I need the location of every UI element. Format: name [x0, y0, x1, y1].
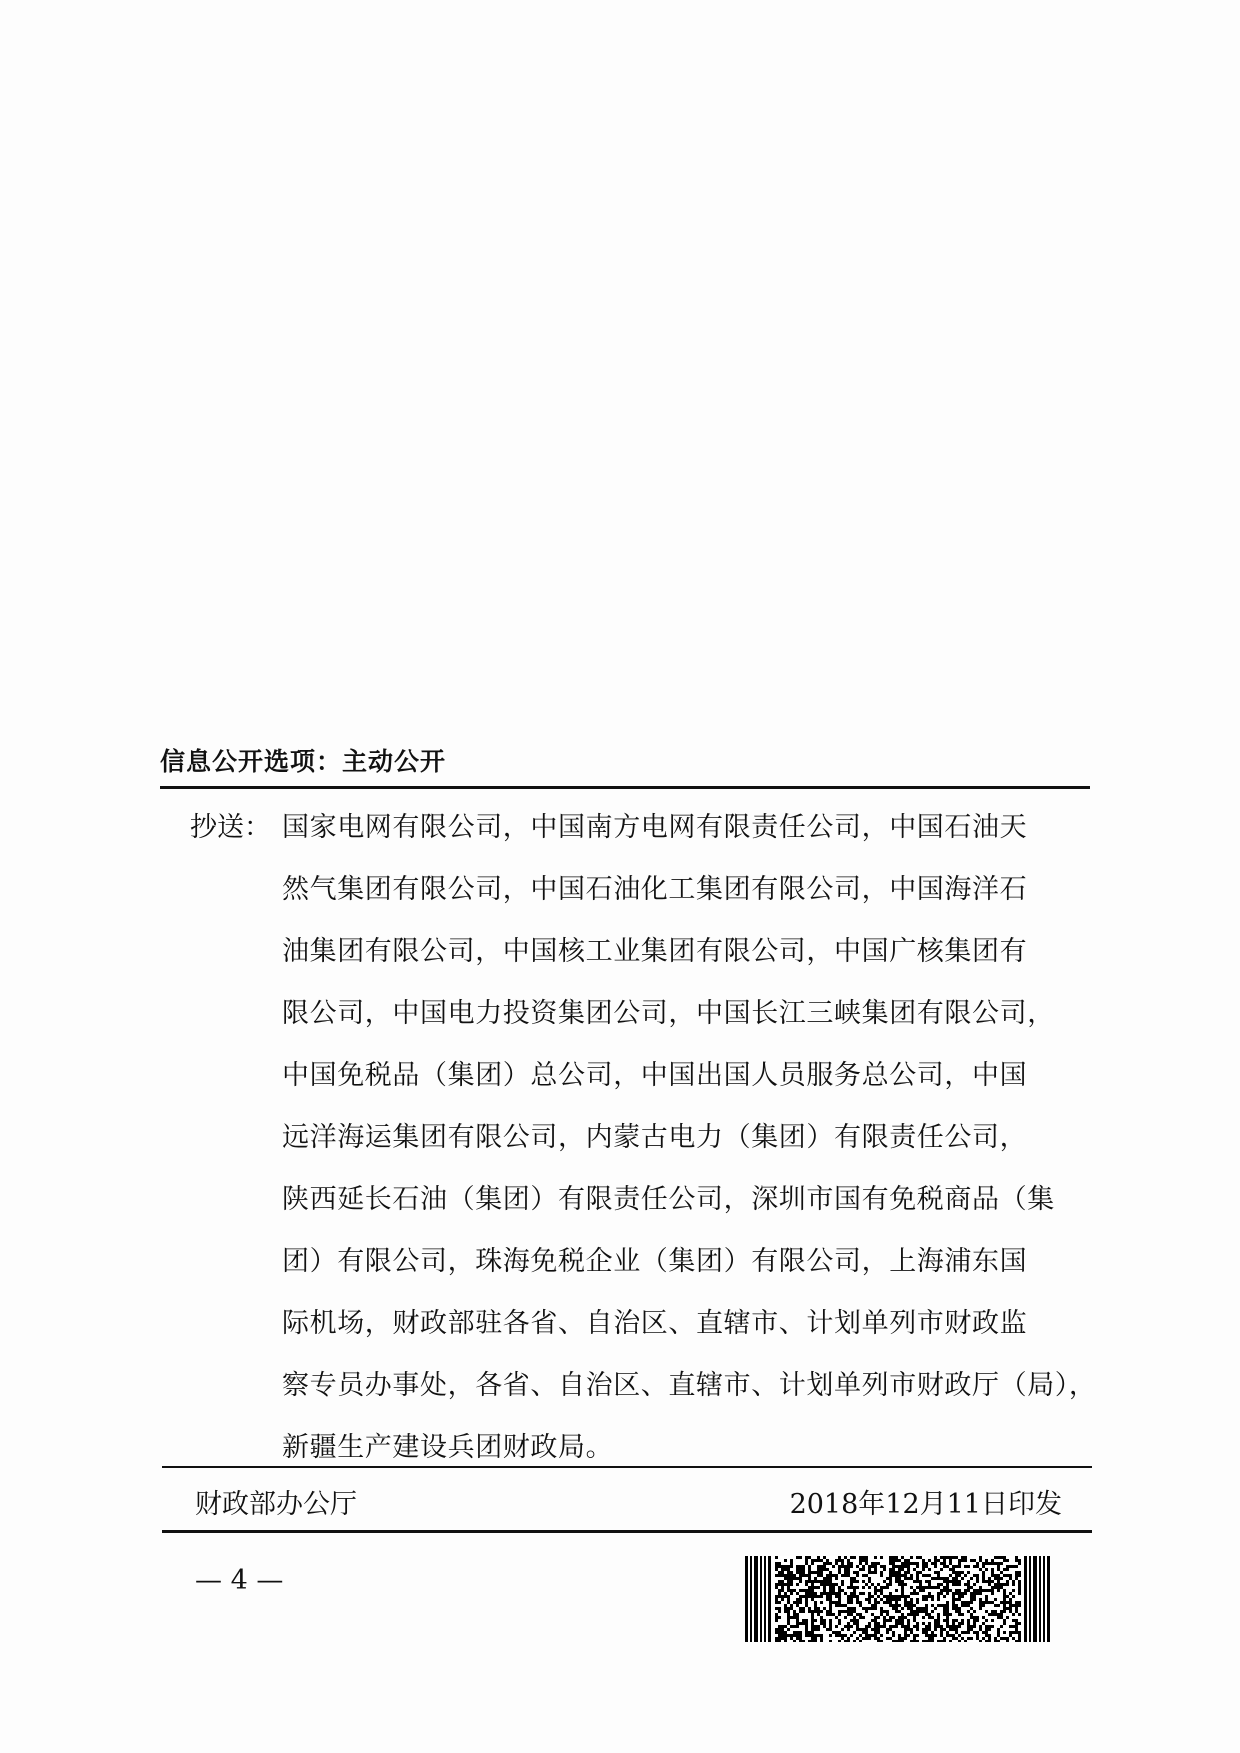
issuer: 财政部办公厅 — [195, 1489, 357, 1520]
cc-line: 然气集团有限公司，中国石油化工集团有限公司，中国海洋石 — [282, 874, 1028, 905]
divider-bottom — [162, 1530, 1092, 1533]
divider-middle — [162, 1466, 1092, 1468]
divider-top — [160, 786, 1090, 789]
page-number: — 4 — — [195, 1565, 284, 1596]
cc-line: 团）有限公司，珠海免税企业（集团）有限公司，上海浦东国 — [282, 1246, 1028, 1277]
barcode-icon — [745, 1556, 1050, 1642]
cc-line: 新疆生产建设兵团财政局。 — [282, 1432, 614, 1463]
cc-line: 国家电网有限公司，中国南方电网有限责任公司，中国石油天 — [282, 812, 1028, 843]
cc-line: 察专员办事处，各省、自治区、直辖市、计划单列市财政厅（局）， — [282, 1370, 1097, 1401]
cc-line: 油集团有限公司，中国核工业集团有限公司，中国广核集团有 — [282, 936, 1028, 967]
cc-line: 远洋海运集团有限公司，内蒙古电力（集团）有限责任公司， — [282, 1122, 1028, 1153]
cc-line: 中国免税品（集团）总公司，中国出国人员服务总公司，中国 — [282, 1060, 1028, 1091]
disclosure-option: 信息公开选项：主动公开 — [160, 747, 447, 776]
cc-line: 限公司，中国电力投资集团公司，中国长江三峡集团有限公司， — [282, 998, 1055, 1029]
cc-line: 陕西延长石油（集团）有限责任公司，深圳市国有免税商品（集 — [282, 1184, 1055, 1215]
cc-label: 抄送： — [190, 812, 271, 843]
cc-line: 际机场，财政部驻各省、自治区、直辖市、计划单列市财政监 — [282, 1308, 1028, 1339]
issue-date: 2018年12月11日印发 — [789, 1489, 1062, 1520]
